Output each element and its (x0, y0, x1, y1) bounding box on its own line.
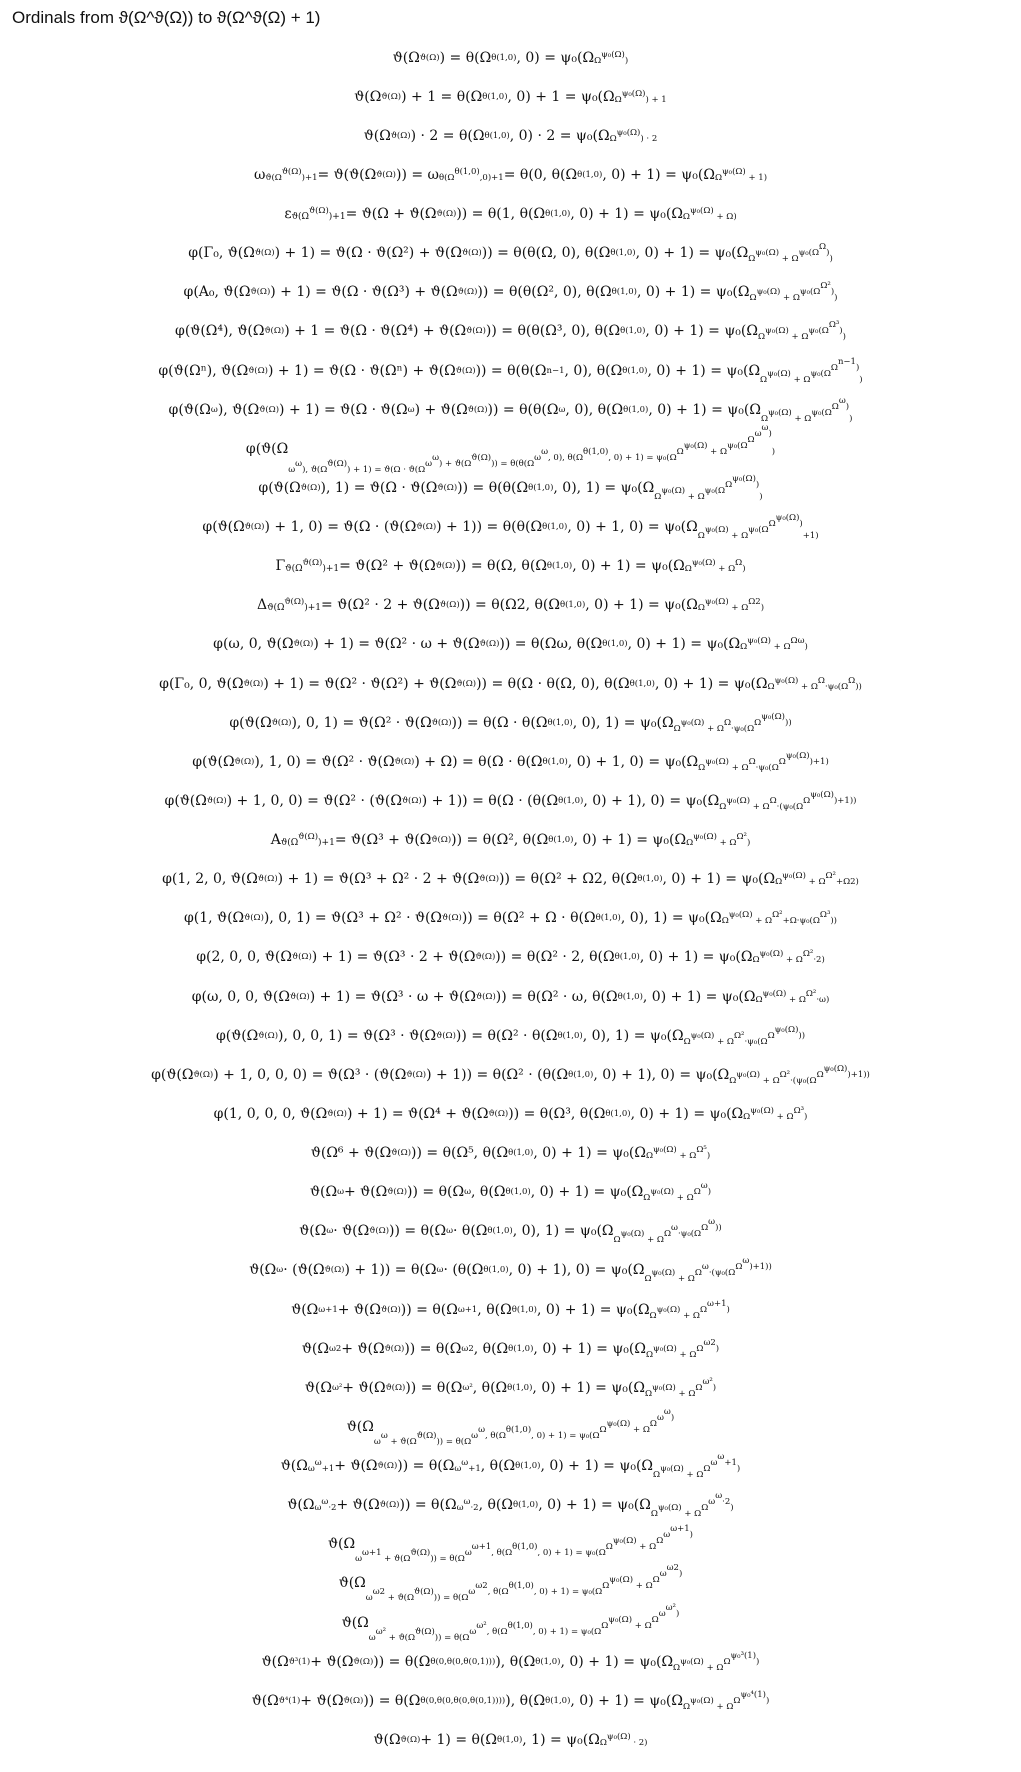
equation-row: ϑ(Ω ϑ⁴(1) + ϑ(Ω ϑ(Ω) )) = θ(Ω θ(0,θ(0,θ(0,θ(0,1)))) ), θ(Ω θ(1,0) , 0) + 1) = ψ₀(Ω $\Omega^{\psi_0(\Omega)} + \Omega^{\Omega^{\psi_0^4(1)})}$ (251, 1689, 770, 1712)
equation-row: φ(1, ϑ(Ω ϑ(Ω) ), 0, 1) = ϑ(Ω³ + Ω² · ϑ(Ω ϑ(Ω) )) = θ(Ω² + Ω · θ(Ω θ(1,0) , 0), 1) = ψ₀(Ω $\Omega^{\psi_0(\Omega)} + \Omega^{\Omega^2}+\Omega\cdot\psi_0(\Omega^{\Omega^3})$) (183, 910, 837, 927)
equation-row: ϑ(Ω ϑ(Ω) ) · 2 = θ(Ω θ(1,0) , 0) · 2 = ψ₀(Ω $\Omega^{\psi_0(\Omega)}) \cdot 2$ (363, 127, 658, 144)
equation-row: ϑ(Ω ω+1 + ϑ(Ω ϑ(Ω) )) = θ(Ω ω+1 , θ(Ω θ(1,0) , 0) + 1) = ψ₀(Ω $\Omega^{\psi_0(\Omega)} + \Omega^{\Omega^{\omega+1})}$ (291, 1298, 730, 1321)
equation-row: φ(ϑ(Ω ω ), ϑ(Ω ϑ(Ω) ) + 1) = ϑ(Ω · ϑ(Ω ω ) + ϑ(Ω ϑ(Ω) )) = θ(θ(Ω ω , 0), θ(Ω θ(1,0) , 0) + 1) = ψ₀(Ω $\Omega^{\psi_0(\Omega)} + \Omega^{\psi_0(\Omega^{\Omega^\omega)}}$) (168, 395, 853, 424)
equation-row: φ(ϑ(Ω $\omega^\omega$), $ϑ(\Omega^{ϑ(\Omega)}) + 1) = ϑ(\Omega \cdot ϑ(\Omega^{\omega^\omega) + ϑ(\Omega^{ϑ(\Omega)})) = \theta(\theta(\Omega^{\omega^\omega, 0), \theta(\Omega^{\theta(1,0)}, 0) + 1) = \psi_0(\Omega^{\Omega^{\psi_0(\Omega)} + \Omega^{\psi_0(\Omega^{\Omega^{\omega^\omega)}}})}}}$ (245, 422, 776, 475)
equation-row: φ(ϑ(Ω ϑ(Ω) ), 0, 1) = ϑ(Ω² · ϑ(Ω ϑ(Ω) )) = θ(Ω · θ(Ω θ(1,0) , 0), 1) = ψ₀(Ω $\Omega^{\psi_0(\Omega)} + \Omega^\Omega\cdot\psi_0(\Omega^{\Omega^{\psi_0(\Omega)}))}$ (229, 711, 792, 734)
ordinal-list (0, 38, 1021, 1760)
equation-row: φ(1, 2, 0, ϑ(Ω ϑ(Ω) ) + 1) = ϑ(Ω³ + Ω² · 2 + ϑ(Ω ϑ(Ω) )) = θ(Ω² + Ω2, θ(Ω θ(1,0) , 0) + 1) = ψ₀(Ω $\Omega^{\psi_0(\Omega)} + \Omega^{\Omega^2}+\Omega 2$) (162, 871, 859, 888)
equation-row: φ(ϑ(Ω ϑ(Ω) ), 1, 0) = ϑ(Ω² · ϑ(Ω ϑ(Ω) ) + Ω) = θ(Ω · θ(Ω θ(1,0) , 0) + 1, 0) = ψ₀(Ω $\Omega^{\psi_0(\Omega)} + \Omega^\Omega\cdot\psi_0(\Omega^{\Omega^{\psi_0(\Omega)})+1)}$ (192, 750, 829, 773)
equation-row: ϑ(Ω ϑ³(1) + ϑ(Ω ϑ(Ω) )) = θ(Ω θ(0,θ(0,θ(0,1))) ), θ(Ω θ(1,0) , 0) + 1) = ψ₀(Ω $\Omega^{\psi_0(\Omega)} + \Omega^{\Omega^{\psi_0^3(1)})}$ (261, 1650, 760, 1673)
equation-row: φ(ϑ(Ω ϑ(Ω) ), 0, 0, 1) = ϑ(Ω³ · ϑ(Ω ϑ(Ω) )) = θ(Ω² · θ(Ω θ(1,0) , 0), 1) = ψ₀(Ω $\Omega^{\psi_0(\Omega)} + \Omega^{\Omega^2}\cdot\psi_0(\Omega^{\Omega^{\psi_0(\Omega)}))}$ (215, 1024, 806, 1047)
equation-row: φ(1, 0, 0, 0, ϑ(Ω ϑ(Ω) ) + 1) = ϑ(Ω⁴ + ϑ(Ω ϑ(Ω) )) = θ(Ω³, θ(Ω θ(1,0) , 0) + 1) = ψ₀(Ω $\Omega^{\psi_0(\Omega)} + \Omega^{\Omega^3}$) (213, 1105, 808, 1122)
equation-row: ϑ(Ω ω² + ϑ(Ω ϑ(Ω) )) = θ(Ω ω² , θ(Ω θ(1,0) , 0) + 1) = ψ₀(Ω $\Omega^{\psi_0(\Omega)} + \Omega^{\Omega^{\omega^2})}$ (304, 1376, 717, 1399)
equation-row: ϑ(Ω $\omega^{\omega+1} + ϑ(\Omega^{ϑ(\Omega)})) = \theta(\Omega^{\omega^{\omega+1}, \theta(\Omega^{\theta(1,0)}, 0) + 1) = \psi_0(\Omega^{\Omega^{\psi_0(\Omega)} + \Omega^{\Omega^{\omega^{\omega+1})}}}}$ (328, 1524, 693, 1565)
equation-row: φ(Γ₀, 0, ϑ(Ω ϑ(Ω) ) + 1) = ϑ(Ω² · ϑ(Ω²) + ϑ(Ω ϑ(Ω) )) = θ(Ω · θ(Ω, 0), θ(Ω θ(1,0) , 0) + 1) = ψ₀(Ω $\Omega^{\psi_0(\Omega)} + \Omega^\Omega\cdot\psi_0(\Omega^\Omega)$) (159, 675, 862, 692)
equation-row: Γ $ϑ(\Omega^{ϑ(\Omega)})+1$ = ϑ(Ω² + ϑ(Ω ϑ(Ω) )) = θ(Ω, θ(Ω θ(1,0) , 0) + 1) = ψ₀(Ω $\Omega^{\psi_0(\Omega)} + \Omega^\Omega$) (275, 558, 746, 575)
equation-row: ϑ(Ω $\omega^{\omega^2} + ϑ(\Omega^{ϑ(\Omega)})) = \theta(\Omega^{\omega^{\omega^2}, \theta(\Omega^{\theta(1,0)}, 0) + 1) = \psi_0(\Omega^{\Omega^{\psi_0(\Omega)} + \Omega^{\Omega^{\omega^{\omega^2})}}}}$ (341, 1602, 680, 1643)
equation-row: ϑ(Ω ω · (ϑ(Ω ϑ(Ω) ) + 1)) = θ(Ω ω · (θ(Ω θ(1,0) , 0) + 1), 0) = ψ₀(Ω $\Omega^{\psi_0(\Omega)} + \Omega^{\Omega^\omega\cdot(\psi_0(\Omega^{\Omega^\omega)+1))}}$ (249, 1256, 772, 1285)
equation-row: A $ϑ(\Omega^{ϑ(\Omega)})+1$ = ϑ(Ω³ + ϑ(Ω ϑ(Ω) )) = θ(Ω², θ(Ω θ(1,0) , 0) + 1) = ψ₀(Ω $\Omega^{\psi_0(\Omega)} + \Omega^{\Omega^2}$) (270, 832, 751, 849)
equation-row: φ(ϑ(Ω ϑ(Ω) ) + 1, 0, 0) = ϑ(Ω² · (ϑ(Ω ϑ(Ω) ) + 1)) = θ(Ω · (θ(Ω θ(1,0) , 0) + 1), 0) = ψ₀(Ω $\Omega^{\psi_0(\Omega)} + \Omega^\Omega\cdot(\psi_0(\Omega^{\Omega^{\psi_0(\Omega)})+1))}$ (164, 789, 857, 812)
equation-row: φ(ω, 0, ϑ(Ω ϑ(Ω) ) + 1) = ϑ(Ω² · ω + ϑ(Ω ϑ(Ω) )) = θ(Ωω, θ(Ω θ(1,0) , 0) + 1) = ψ₀(Ω $\Omega^{\psi_0(\Omega)} + \Omega^{\Omega\omega}$) (213, 636, 808, 653)
equation-row: ϑ(Ω ϑ(Ω) + 1) = θ(Ω θ(1,0) , 1) = ψ₀(Ω $\Omega^{\psi_0(\Omega)} \cdot 2$) (373, 1731, 648, 1748)
equation-row: φ(ϑ(Ω ϑ(Ω) ) + 1, 0, 0, 0) = ϑ(Ω³ · (ϑ(Ω ϑ(Ω) ) + 1)) = θ(Ω² · (θ(Ω θ(1,0) , 0) + 1), 0) = ψ₀(Ω $\Omega^{\psi_0(\Omega)} + \Omega^{\Omega^2}\cdot(\psi_0(\Omega^{\Omega^{\psi_0(\Omega)})+1))}$ (151, 1063, 870, 1086)
equation-row: φ(2, 0, 0, ϑ(Ω ϑ(Ω) ) + 1) = ϑ(Ω³ · 2 + ϑ(Ω ϑ(Ω) )) = θ(Ω² · 2, θ(Ω θ(1,0) , 0) + 1) = ψ₀(Ω $\Omega^{\psi_0(\Omega)} + \Omega^{\Omega^2}\cdot 2$) (196, 949, 825, 966)
equation-row: ϑ(Ω ω + ϑ(Ω ϑ(Ω) )) = θ(Ω ω , θ(Ω θ(1,0) , 0) + 1) = ψ₀(Ω $\Omega^{\psi_0(\Omega)} + \Omega^{\Omega^\omega)}$ (309, 1181, 712, 1204)
equation-row: φ(A₀, ϑ(Ω ϑ(Ω) ) + 1) = ϑ(Ω · ϑ(Ω³) + ϑ(Ω ϑ(Ω) )) = θ(θ(Ω², 0), θ(Ω θ(1,0) , 0) + 1) = ψ₀(Ω $\Omega^{\psi_0(\Omega)} + \Omega^{\psi_0(\Omega^{\Omega^2})}$) (183, 281, 838, 304)
equation-row: φ(ϑ(Ω ϑ(Ω) ), 1) = ϑ(Ω · ϑ(Ω ϑ(Ω) )) = θ(θ(Ω θ(1,0) , 0), 1) = ψ₀(Ω $\Omega^{\psi_0(\Omega)} + \Omega^{\psi_0(\Omega^{\Omega^{\psi_0(\Omega)})}}$) (258, 473, 763, 502)
equation-row: φ(Γ₀, ϑ(Ω ϑ(Ω) ) + 1) = ϑ(Ω · ϑ(Ω²) + ϑ(Ω ϑ(Ω) )) = θ(θ(Ω, 0), θ(Ω θ(1,0) , 0) + 1) = ψ₀(Ω $\Omega^{\psi_0(\Omega)} + \Omega^{\psi_0(\Omega^\Omega)}$) (188, 242, 833, 265)
equation-row: ϑ(Ω $\omega^\omega\cdot 2$ + ϑ(Ω ϑ(Ω) )) = θ(Ω $\omega^\omega\cdot 2$ , θ(Ω θ(1,0) , 0) + 1) = ψ₀(Ω $\Omega^{\psi_0(\Omega)} + \Omega^{\Omega^{\omega^\omega\cdot 2})}$ (287, 1491, 734, 1520)
equation-row: ϑ(Ω ϑ(Ω) ) = θ(Ω θ(1,0) , 0) = ψ₀(Ω $\Omega^{\psi_0(\Omega)}$) (392, 49, 629, 66)
equation-row: ε $ϑ(\Omega^{ϑ(\Omega)})+1$ = ϑ(Ω + ϑ(Ω ϑ(Ω) )) = θ(1, θ(Ω θ(1,0) , 0) + 1) = ψ₀(Ω $\Omega^{\psi_0(\Omega)} + \Omega$) (284, 206, 737, 223)
equation-row: φ(ω, 0, 0, ϑ(Ω ϑ(Ω) ) + 1) = ϑ(Ω³ · ω + ϑ(Ω ϑ(Ω) )) = θ(Ω² · ω, θ(Ω θ(1,0) , 0) + 1) = ψ₀(Ω $\Omega^{\psi_0(\Omega)} + \Omega^{\Omega^2}\cdot\omega$) (191, 988, 830, 1005)
equation-row: φ(ϑ(Ω ϑ(Ω) ) + 1, 0) = ϑ(Ω · (ϑ(Ω ϑ(Ω) ) + 1)) = θ(θ(Ω θ(1,0) , 0) + 1, 0) = ψ₀(Ω $\Omega^{\psi_0(\Omega)} + \Omega^{\psi_0(\Omega^{\Omega^{\psi_0(\Omega)})}}+1$) (202, 513, 819, 542)
equation-row: φ(ϑ(Ωⁿ), ϑ(Ω ϑ(Ω) ) + 1) = ϑ(Ω · ϑ(Ωⁿ) + ϑ(Ω ϑ(Ω) )) = θ(θ(Ω n−1 , 0), θ(Ω θ(1,0) , 0) + 1) = ψ₀(Ω $\Omega^{\psi_0(\Omega)} + \Omega^{\psi_0(\Omega^{\Omega^{n-1})}}$) (158, 356, 863, 385)
equation-row: ω $ϑ(\Omega^{ϑ(\Omega)})+1$ = ϑ(ϑ(Ω ϑ(Ω) )) = ω $\theta(\Omega^{\theta(1,0)},0)+1$ = θ(0, θ(Ω θ(1,0) , 0) + 1) = ψ₀(Ω $\Omega^{\psi_0(\Omega)} + 1$) (253, 166, 768, 183)
equation-row: ϑ(Ω⁶ + ϑ(Ω ϑ(Ω) )) = θ(Ω⁵, θ(Ω θ(1,0) , 0) + 1) = ψ₀(Ω $\Omega^{\psi_0(\Omega)} + \Omega^{\Omega^5}$) (310, 1145, 711, 1162)
equation-row: Δ $ϑ(\Omega^{ϑ(\Omega)})+1$ = ϑ(Ω² · 2 + ϑ(Ω ϑ(Ω) )) = θ(Ω2, θ(Ω θ(1,0) , 0) + 1) = ψ₀(Ω $\Omega^{\psi_0(\Omega)} + \Omega^{\Omega 2}$) (256, 597, 765, 614)
equation-row: ϑ(Ω $\omega^{\omega 2} + ϑ(\Omega^{ϑ(\Omega)})) = \theta(\Omega^{\omega^{\omega 2}, \theta(\Omega^{\theta(1,0)}, 0) + 1) = \psi_0(\Omega^{\Omega^{\psi_0(\Omega)} + \Omega^{\Omega^{\omega^{\omega 2})}}}}$ (338, 1563, 683, 1604)
equation-row: ϑ(Ω ω · ϑ(Ω ϑ(Ω) )) = θ(Ω ω · θ(Ω θ(1,0) , 0), 1) = ψ₀(Ω $\Omega^{\psi_0(\Omega)} + \Omega^{\Omega^\omega\cdot\psi_0(\Omega^{\Omega^\omega))}}$ (299, 1217, 722, 1246)
equation-row: φ(ϑ(Ω⁴), ϑ(Ω ϑ(Ω) ) + 1 = ϑ(Ω · ϑ(Ω⁴) + ϑ(Ω ϑ(Ω) )) = θ(θ(Ω³, 0), θ(Ω θ(1,0) , 0) + 1) = ψ₀(Ω $\Omega^{\psi_0(\Omega)} + \Omega^{\psi_0(\Omega^{\Omega^3})}$) (175, 320, 846, 343)
page-title: Ordinals from ϑ(Ω^ϑ(Ω)) to ϑ(Ω^ϑ(Ω) + 1) (12, 8, 321, 27)
equation-row: ϑ(Ω $\omega^\omega + ϑ(\Omega^{ϑ(\Omega)})) = \theta(\Omega^{\omega^\omega, \theta(\Omega^{\theta(1,0)}, 0) + 1) = \psi_0(\Omega^{\Omega^{\psi_0(\Omega)} + \Omega^{\Omega^{\omega^\omega)}}}}$ (346, 1406, 675, 1447)
equation-row: ϑ(Ω ω2 + ϑ(Ω ϑ(Ω) )) = θ(Ω ω2 , θ(Ω θ(1,0) , 0) + 1) = ψ₀(Ω $\Omega^{\psi_0(\Omega)} + \Omega^{\Omega^{\omega 2})}$ (301, 1337, 720, 1360)
equation-row: ϑ(Ω $\omega^\omega+1$ + ϑ(Ω ϑ(Ω) )) = θ(Ω $\omega^\omega+1$ , θ(Ω θ(1,0) , 0) + 1) = ψ₀(Ω $\Omega^{\psi_0(\Omega)} + \Omega^{\Omega^{\omega^\omega+1})}$ (280, 1452, 741, 1481)
equation-row: ϑ(Ω ϑ(Ω) ) + 1 = θ(Ω θ(1,0) , 0) + 1 = ψ₀(Ω $\Omega^{\psi_0(\Omega)}) + 1$ (354, 88, 667, 105)
